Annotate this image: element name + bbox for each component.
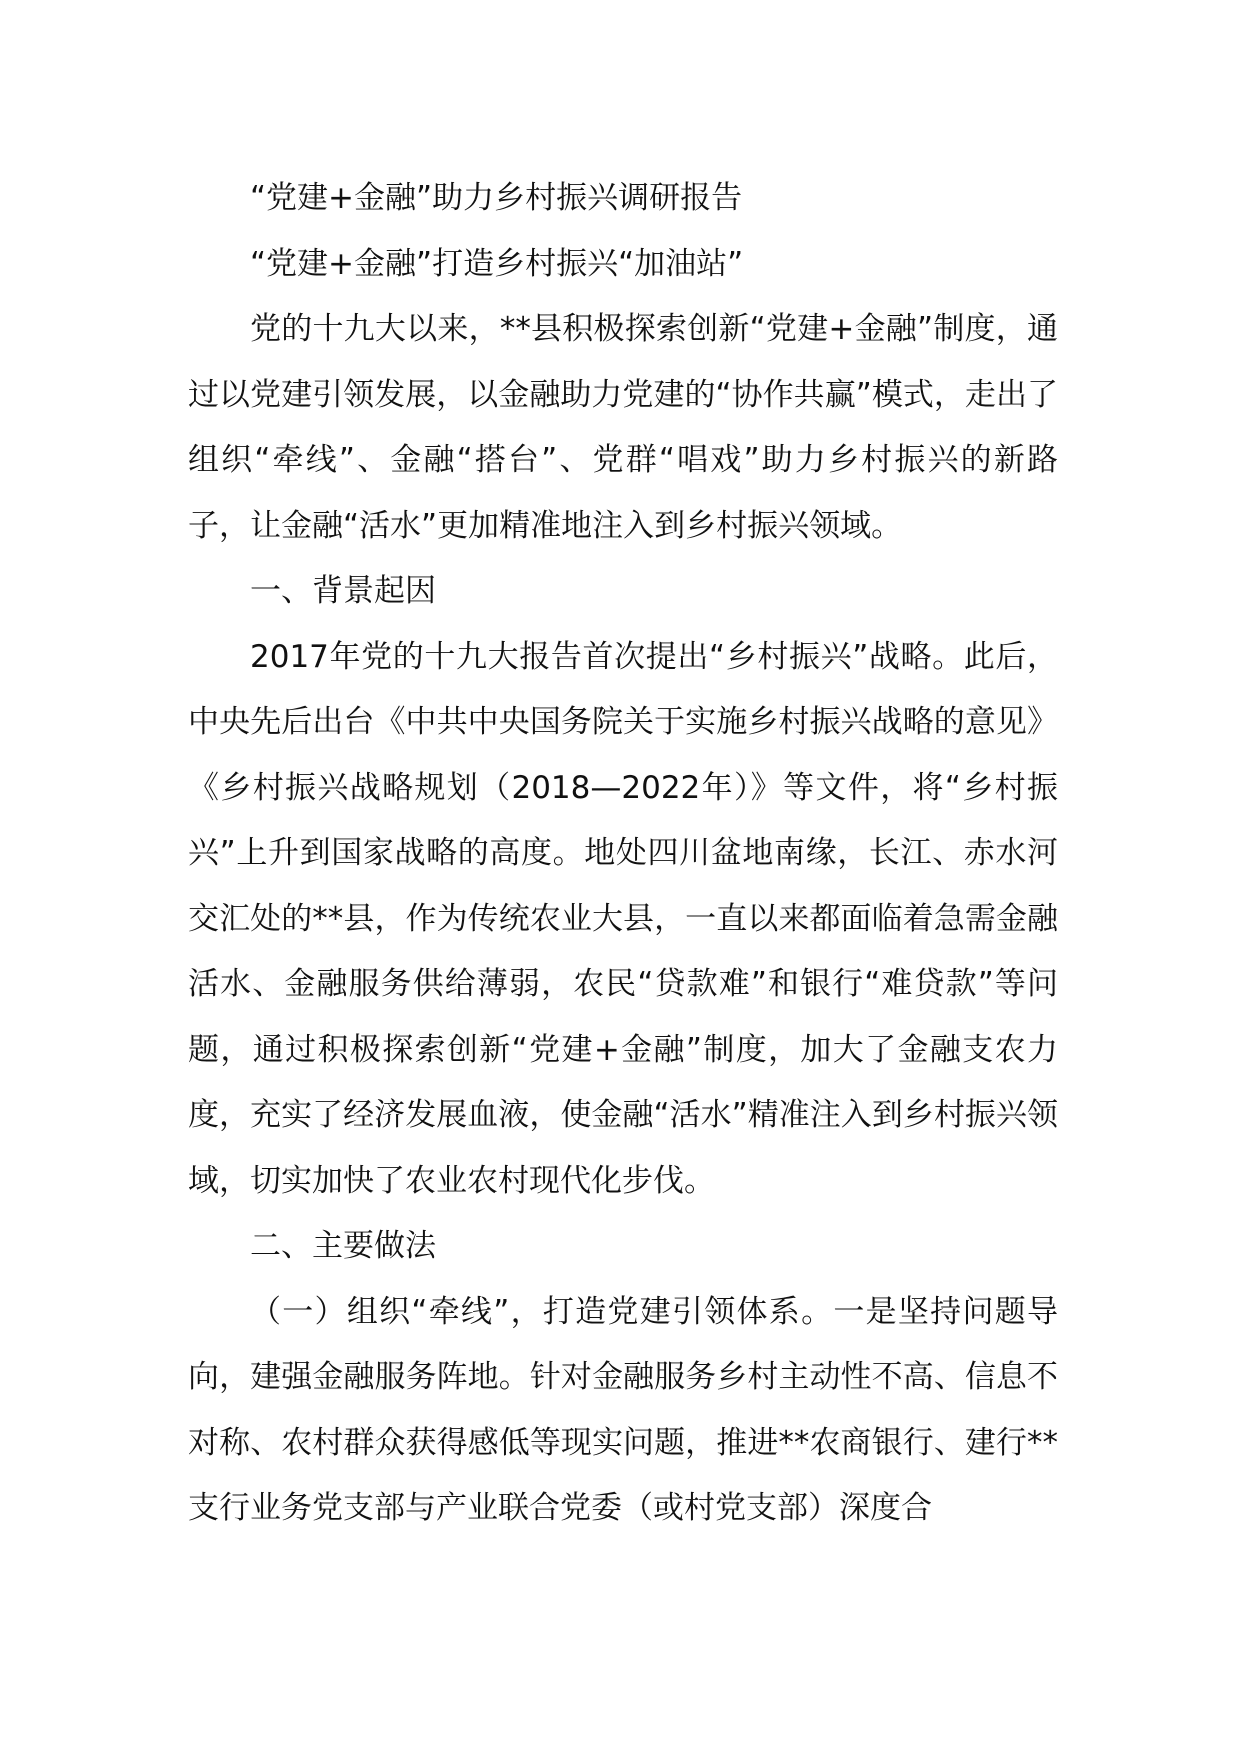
section-heading-background: 一、背景起因: [250, 573, 436, 609]
background-paragraph: 2017年党的十九大报告首次提出“乡村振兴”战略。此后，中央先后出台《中共中央国务院关于实施乡村振兴战略的意见》《乡村振兴战略规划（2018—2022年）》等文件，将“乡村振兴”上升到国家战略的高度。地处四川盆地南缘，长江、赤水河交汇处的**县，作为传统农业大县，一直以来都面临着急需金融活水、金融服务供给薄弱，农民“贷款难”和银行“难贷款”等问题，通过积极探索创新“党建+金融”制度，加大了金融支农力度，充实了经济发展血液，使金融“活水”精准注入到乡村振兴领域，切实加快了农业农村现代化步伐。: [188, 638, 1058, 1199]
document-subtitle: “党建+金融”打造乡村振兴“加油站”: [250, 245, 744, 282]
section-heading-practices: 二、主要做法: [250, 1228, 436, 1264]
document-body: [188, 166, 1058, 1542]
intro-paragraph: 党的十九大以来，**县积极探索创新“党建+金融”制度，通过以党建引领发展，以金融助力党建的“协作共赢”模式，走出了组织“牵线”、金融“搭台”、党群“唱戏”助力乡村振兴的新路子，让金融“活水”更加精准地注入到乡村振兴领域。: [188, 311, 1058, 544]
document-title: “党建+金融”助力乡村振兴调研报告: [250, 180, 743, 216]
practices-paragraph: （一）组织“牵线”，打造党建引领体系。一是坚持问题导向，建强金融服务阵地。针对金融服务乡村主动性不高、信息不对称、农村群众获得感低等现实问题，推进**农商银行、建行**支行业务党支部与产业联合党委（或村党支部）深度合: [188, 1293, 1058, 1526]
